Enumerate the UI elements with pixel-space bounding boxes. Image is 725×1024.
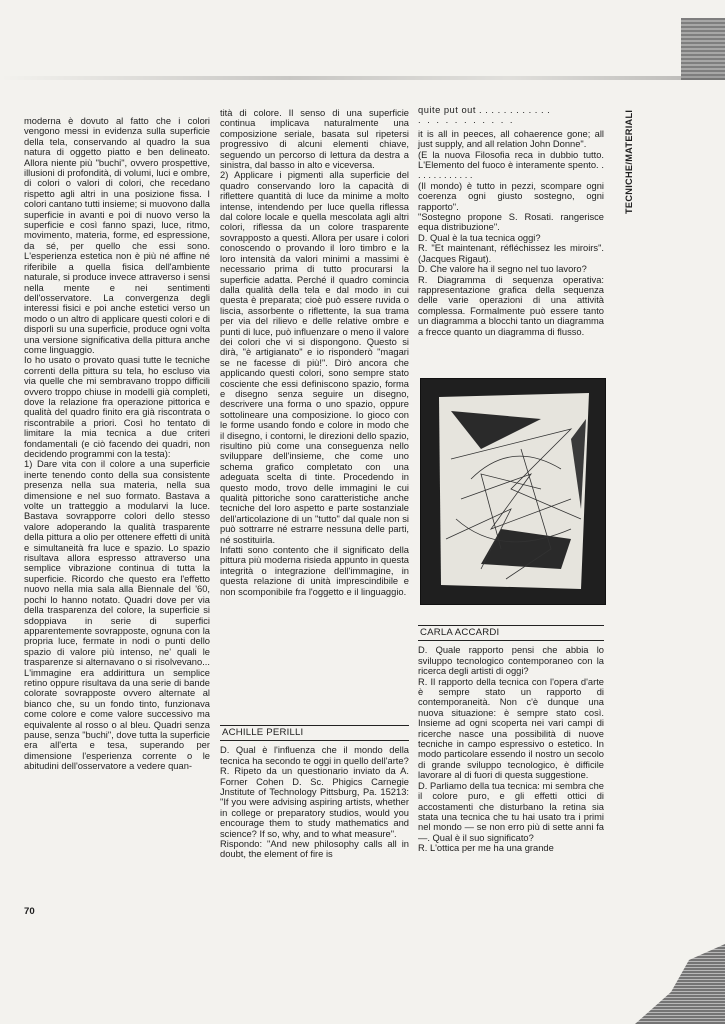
page-number: 70 [24,906,35,917]
article-column-3 [418,105,604,337]
scan-artifact-top [0,76,725,80]
column-3-text: it is all in peeces, all cohaerence gone; all just supply, and all relation John Donne". (E la nuova Filosofia reca in dubbio tutto. L'Elemento del fuoco è interamente spento. . . . . . . . . . . . . (Il mondo) è tutto in pezzi, scompare ogni coerenza ogni giusto sostegno, ogni rapporto". "Sostegno propone S. Rosati. rangerisce equa distribuzione". D. Qual è la tua tecnica oggi? R. "Et maintenant, réfléchissez les miroirs". (Jacques Rigaut). D. Che valore ha il segno nel tuo lavoro? R. Diagramma di sequenza operativa: rappresentazione grafica della sequenza delle varie operazioni di una attività complessa. Formalmente può essere tanto un diagramma a blocchi tanto un diagramma a frecce quanto un diagramma di flusso. [418,128,604,337]
interview-achille-perilli [220,719,409,860]
achille-text: D. Qual è l'influenza che il mondo della tecnica ha secondo te oggi in quello dell'arte? R. Ripeto da un questionario inviato da A. Forner Cohen D. Sc. Phigics Carnegie Jnstitute of Technology Pittsburg, Pa. 15213: "If you were advising aspiring artists, whether in college or preparatory studios, would you encourage them to study mathematics and science? If so, why, and to what measure". Rispondo: "And new philosophy calls all in doubt, the element of fire is [220,745,409,860]
carla-text: D. Quale rapporto pensi che abbia lo sviluppo tecnologico contemporaneo con la ricerca degli artisti di oggi? R. Il rapporto della tecnica con l'opera d'arte è sempre stato un rapporto di contemporaneità. Non c'è dunque una nuova situazione: è sempre stato così. Insieme ad ogni scoperta nei vari campi di ricerche nasce una possibilità di nuove tecniche in campo espressivo o estetico. In modo particolare essendo il nostro un secolo di grande sviluppo tecnologico, è difficile lavorare al di fuori di questa suggestione. D. Parliamo della tua tecnica: mi sembra che il colore puro, e gli effetti ottici di accostamenti che disturbano la retina sia stata una tecnica che tu hai usato tra i primi nel mondo — se non erro più di sette anni fa —. Qual è il suo significato? R. L'ottica per me ha una grande [418,645,604,854]
interview-carla-accardi [418,619,604,854]
scan-artifact-corner-bottom [635,944,725,1024]
artwork-graphic [421,379,605,604]
scan-artifact-corner [681,18,725,80]
interviewee-name: CARLA ACCARDI [418,625,604,641]
section-side-label [612,100,634,220]
artwork-image [420,378,606,605]
column-3-dots-2: . . . . . . . . . . . [418,115,515,126]
column-3-dots-1: quite put out . . . . . . . . . . . . [418,105,551,115]
article-column-2 [220,108,409,597]
interviewee-name: ACHILLE PERILLI [220,725,409,741]
column-2-text: tità di colore. Il senso di una superficie continua implicava naturalmente una composizione seriale, basata sul ripetersi progressivo di alcuni elementi chiave, seguendo un percorso di lettura da destra a sinistra, dal basso in alto e viceversa. 2) Applicare i pigmenti alla superficie del quadro conservando loro la capacità di riflettere quantità di luce da minime a molto intense, intendendo per luce quella riflessa dal colore locale e quella mescolata agli altri colori, riflessa da un colore trasparente sovrapposto a questi. Allora per usare i colori conoscendo o provando il loro timbro e la loro intensità da valori minimi a massimi è necessario prima di tutto procurarsi la superficie adatta. Perché il quadro comincia dalla qualità della tela e dal modo in cui questa è preparata; cioè può essere ruvida o liscia, assorbente o riflettente, la sua trama per via del rilievo e delle relative ombre e punti di luce, può influenzare o meno il valore dei colori che vi si dispongono. Questo si dirà, "è artigianato" e io risponderò "magari se ne facesse di più!". Dirò ancora che applicando questi colori, sono sempre stato cosciente che essi definiscono spazio, forma e disegno senza seguire un disegno, descrivere una forma o uno spazio, oppure sottolineare una composizione. Io gioco con le forme usando fondo e colore in modo che il disegno, i contorni, le direzioni dello spazio, risultino più come una conseguenza nello sviluppare dell'insieme, che come uno schema grafico completato con una adeguata scelta di tinte. Procedendo in questo modo, trovo delle immagini le cui qualità pittoriche sono caratteristiche anche tecniche del loro aspetto e parte sostanziale dell'articolazione di un "tutto" dal quale non si può sottrarre né estrarre nessuna delle parti, né sostituirla. Infatti sono contento che il significato della pittura più moderna risieda appunto in questa integrità o integrazione dell'immagine, in questa relazione di unità imprescindibile e non scomponibile fra l'oggetto e il linguaggio. [220,108,409,597]
section-side-label-text: TECNICHE/MATERIALI [624,109,634,214]
column-1-text: moderna è dovuto al fatto che i colori vengono messi in evidenza sulla superficie della tela, conservando al quadro la sua natura di oggetto piatto e ben delineato. Allora niente più "buchi", ovvero prospettive, illusioni di profondità, di volumi, luci e ombre, di colori o valori di colori, che recedano rispetto agli altri in una posizione fissa. I colori cantano tutti insieme; si muovono dalla superficie in avanti e poi di nuovo verso la superficie e così fanno spazi, luce, ritmo, movimento, materia, forme, ed espressione, da sé, per quello che essi sono. L'esperienza estetica non è più né affine né riferibile a quella fisica dell'ambiente naturale, si produce invece attraverso i sensi nella mente e nei sentimenti dell'osservatore. La convergenza degli interessi fisici e poi anche estetici verso un modo o un altro di applicare questi colori e di disporli su una superficie, produce ogni volta una versione significativa della pittura anche come linguaggio. Io ho usato o provato quasi tutte le tecniche correnti della pittura su tela, ho escluso via via quelle che mi sembravano troppo difficili ovvero troppo chiuse in modelli già completi, dove la relazione fra operazione pittorica e qualità del quadro finito era già riscontrata o riscontrabile a priori. Così ho tentato di limitare la mia tecnica a due criteri fondamentali (e ciò facendo dei quadri, non decidendo programmi con la testa): 1) Dare vita con il colore a una superficie inerte tenendo conto della sua consistente presenza nella sua materia, nella sua dimensione e nel suo formato. Bastava a volte un tratteggio a modularvi la luce. Bastava sovrapporre colori dello stesso valore adoperando la qualità trasparente della pittura a olio per ottenere effetti di unità e simultaneità fra luce e spazio. Lo spazio risultava allora espresso attraverso una semplice vibrazione continua di tutta la superficie. Ricordo che questo era l'effetto nuovo nella mia sala alla Biennale del '60, pochi lo hanno notato. Quadri dove per via della trasparenza del colore, la superficie si sdoppiava in serie di superfici apparentemente sovrapposte, ognuna con la propria luce, fermate in nodi o punti dello spazio di valore più intenso, ne' quali le trasparenze si alternavano o si risolvevano... L'immagine era addirittura un semplice retino oppure risultava da una serie di bande colorate sovrapposte ovvero alternate al bianco che, su un fondo tinto, funzionava come colore e come valore successivo ma equivalente al rosso o al bleu. Quadri senza pause, senza "buchi", dove tutta la superficie era all'erta e tesa, superando per dimensione l'esperienza corrente o le abitudini dell'osservatore a vedere quan- [24,116,210,772]
article-column-1 [24,116,210,772]
